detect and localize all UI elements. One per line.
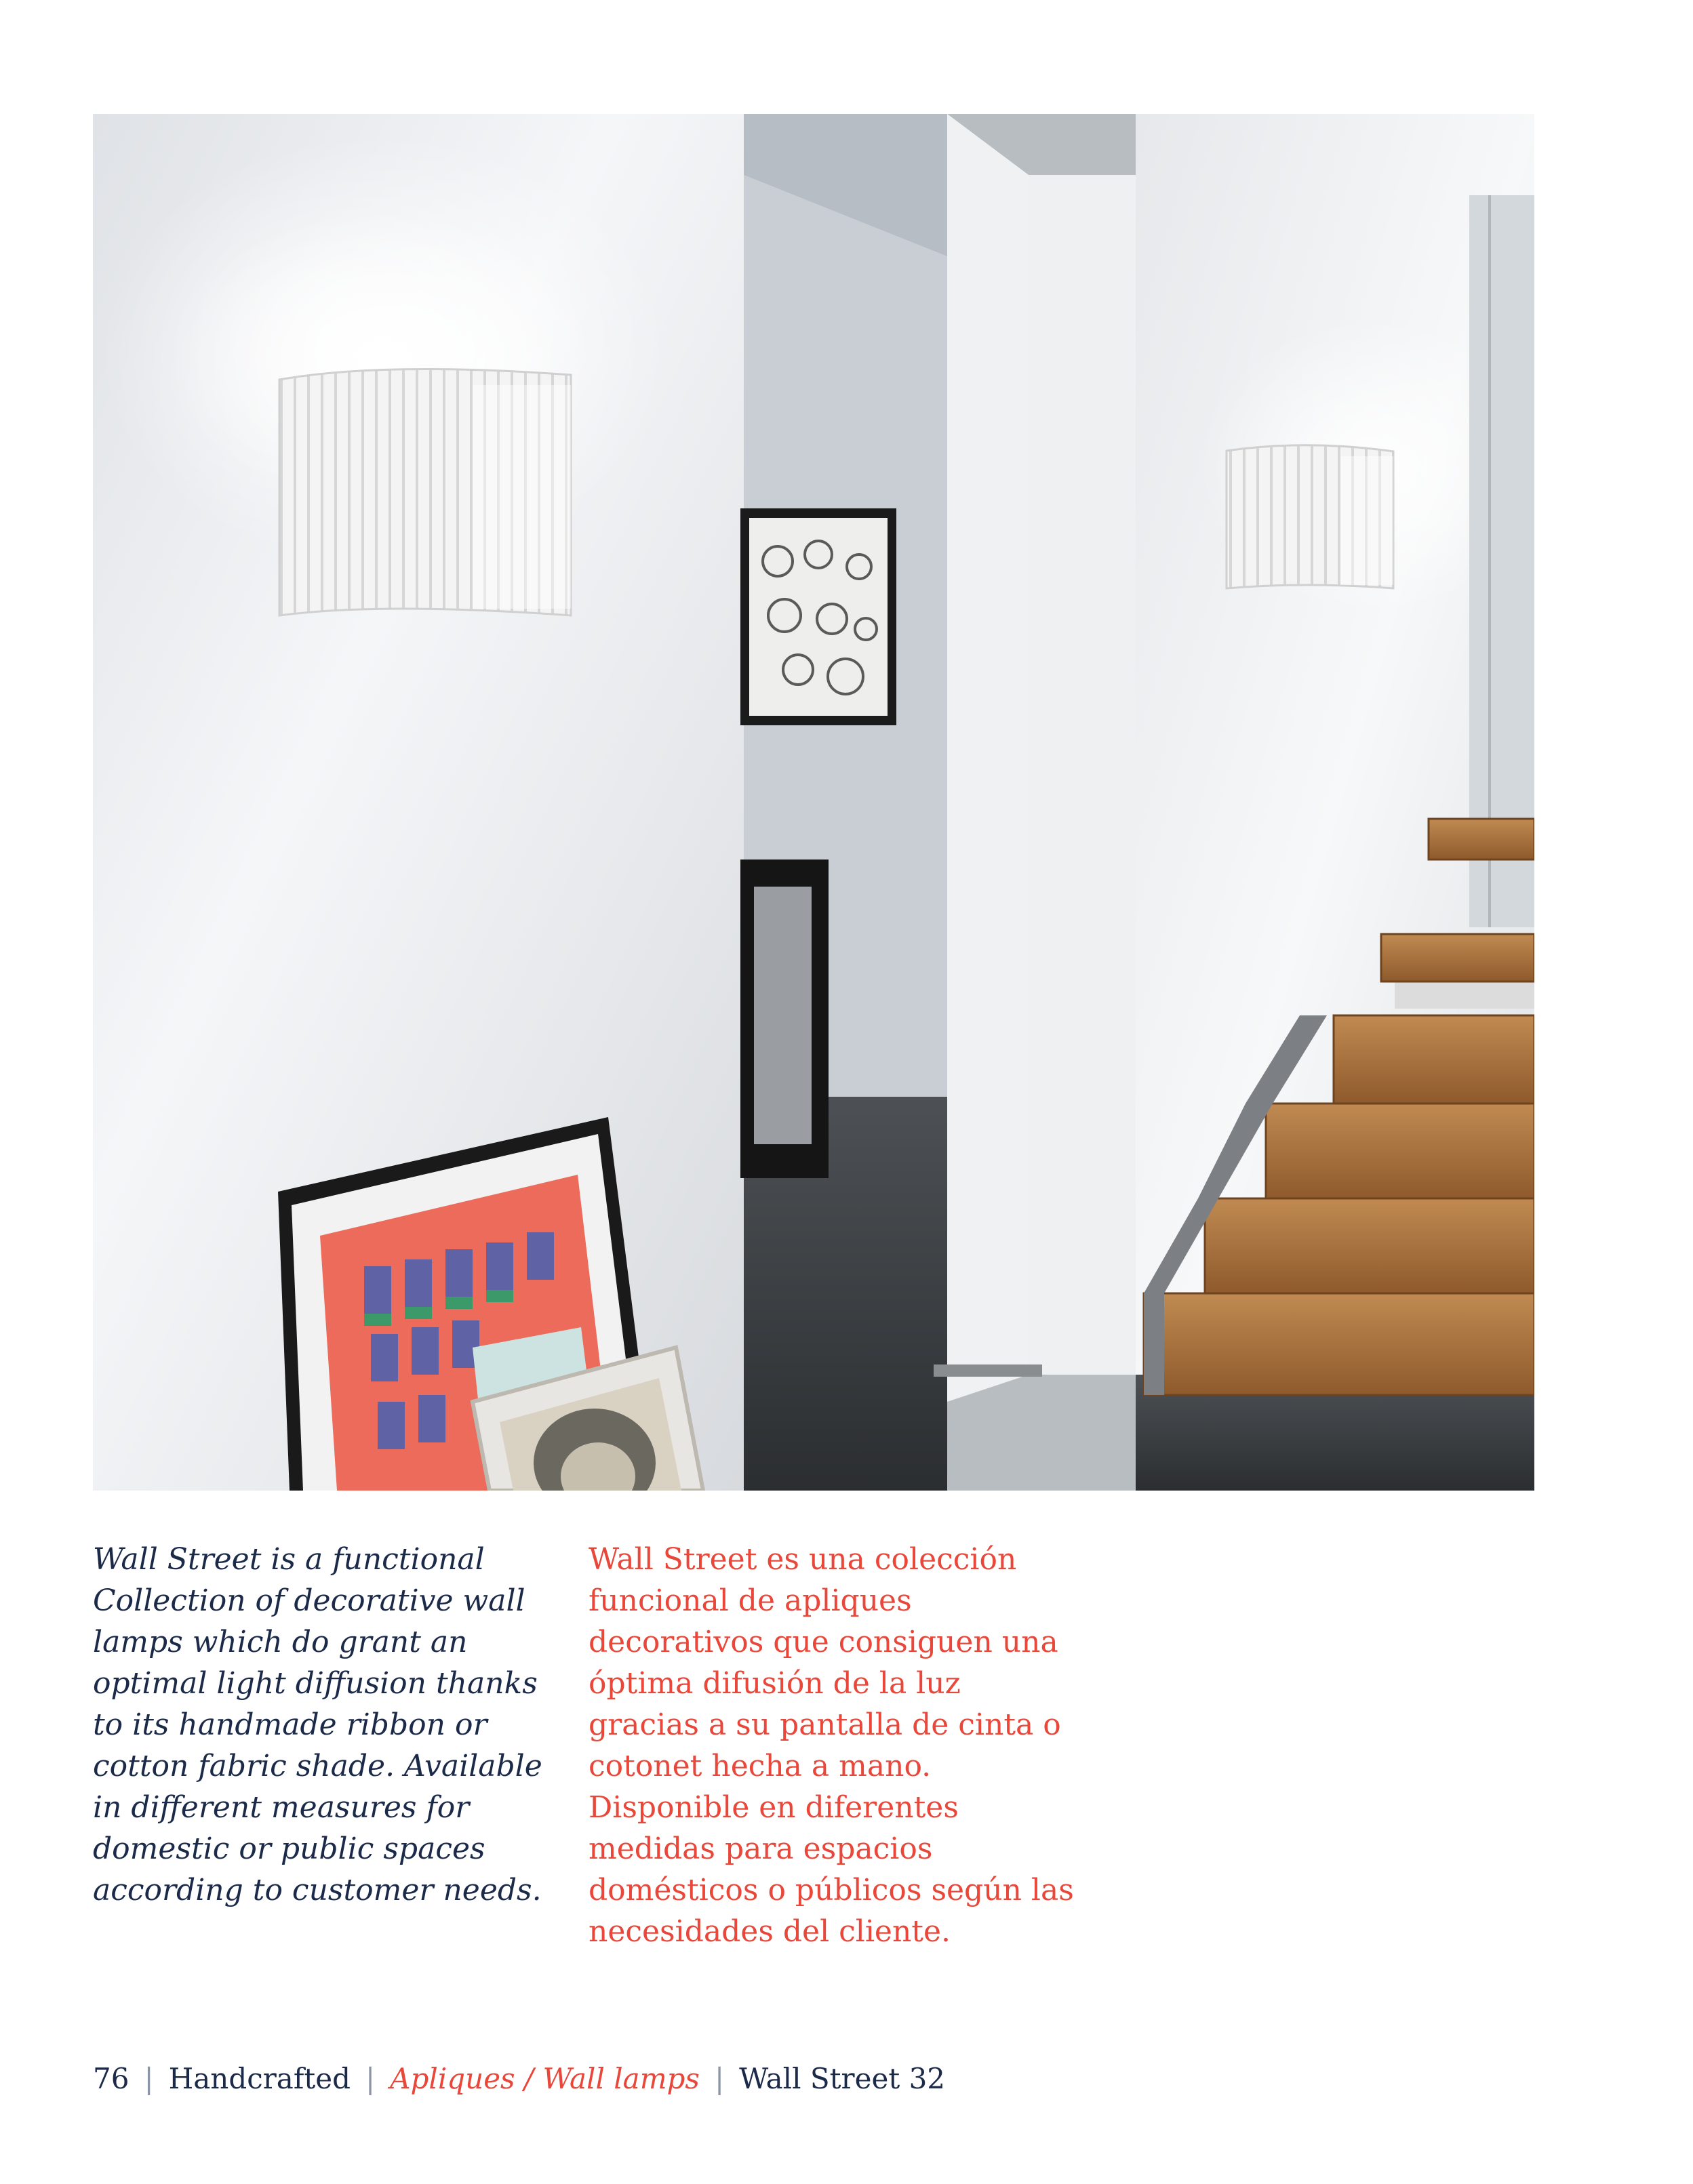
footer-separator: | bbox=[365, 2062, 376, 2095]
page-footer bbox=[93, 2061, 945, 2097]
description-english: Wall Street is a functional Collection of decorative wall lamps which do grant an optimal light diffusion thanks to its handmade ribbon or cotton fabric shade. Available in different measures for domestic or public spaces according to customer needs. bbox=[93, 1542, 542, 1907]
footer-product: Wall Street 32 bbox=[739, 2062, 946, 2095]
footer-separator: | bbox=[144, 2062, 154, 2095]
footer-separator: | bbox=[714, 2062, 725, 2095]
description-spanish: Wall Street es una colección funcional de apliques decorativos que consiguen una óptima difusión de la luz gracias a su pantalla de cinta o cotonet hecha a mano. Disponible en diferentes medidas para espacios domésticos o públicos según las necesidades del cliente. bbox=[589, 1542, 1074, 1949]
footer-section: Handcrafted bbox=[168, 2062, 351, 2095]
product-photo bbox=[93, 114, 1534, 1491]
page-number: 76 bbox=[93, 2062, 130, 2095]
footer-category: Apliques / Wall lamps bbox=[390, 2062, 700, 2095]
